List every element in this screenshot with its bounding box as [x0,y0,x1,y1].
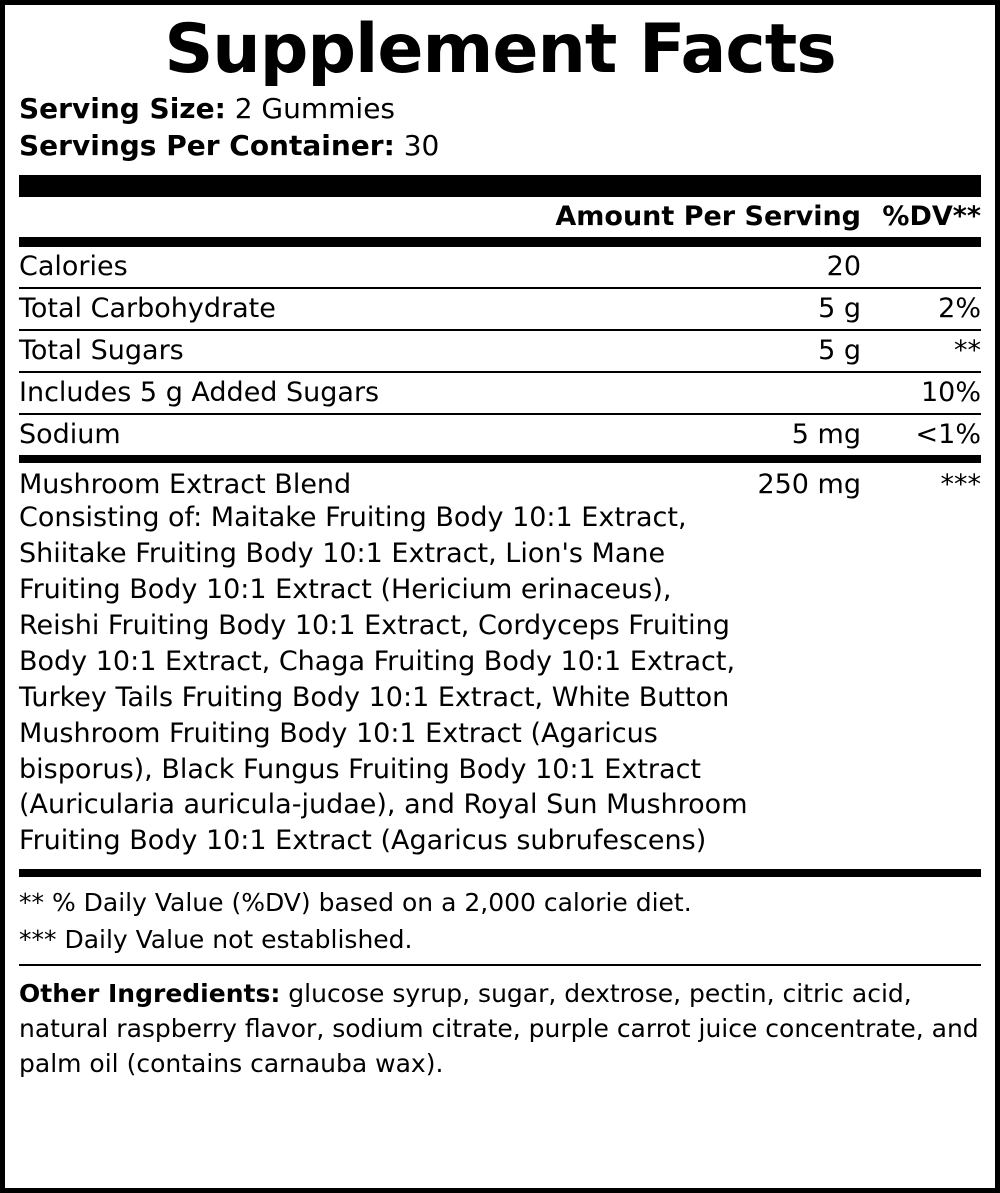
other-ingredients [19,966,981,1081]
column-header-amount: Amount Per Serving [19,197,861,238]
rule-below-header [19,239,981,247]
column-header-dv: %DV** [861,197,981,238]
thick-divider-top [19,175,981,197]
blend-name: Mushroom Extract Blend [19,469,352,501]
footnotes [19,877,981,964]
row-dv-total-carbohydrate: 2% [861,288,981,330]
row-name-sodium: Sodium [19,419,121,451]
row-name-added-sugars: Includes 5 g Added Sugars [19,372,725,414]
row-name-total-carbohydrate: Total Carbohydrate [19,288,725,330]
servings-per-container-value: 30 [403,129,440,163]
row-dv-added-sugars: 10% [861,372,981,414]
row-dv-sodium: <1% [915,419,981,451]
footnote-dv-not-established: *** Daily Value not established. [19,924,413,954]
table-row [19,414,981,455]
rule-above-blend [19,455,981,463]
nutrient-table [19,197,981,239]
row-amount-total-sugars: 5 g [725,330,861,372]
row-name-calories: Calories [19,247,725,288]
serving-size-value: 2 Gummies [234,91,396,125]
other-ingredients-label: Other Ingredients: [19,978,281,1008]
serving-size-line [19,90,981,128]
blend-amount: 250 mg [757,469,861,501]
row-amount-calories: 20 [725,247,861,288]
table-header-row [19,197,981,238]
page-title: Supplement Facts [164,10,836,89]
nutrient-rows [19,247,981,455]
footnote-dv: ** % Daily Value (%DV) based on a 2,000 calorie diet. [19,888,692,918]
table-row [19,330,981,372]
row-amount-total-carbohydrate: 5 g [725,288,861,330]
blend-dv: *** [940,469,981,501]
row-dv-calories [861,247,981,288]
row-amount-added-sugars [725,372,861,414]
row-dv-total-sugars: ** [861,330,981,372]
row-amount-sodium: 5 mg [791,419,861,451]
mushroom-blend-section [19,463,981,859]
serving-size-label: Serving Size: [19,91,226,125]
row-name-total-sugars: Total Sugars [19,330,725,372]
blend-description: Consisting of: Maitake Fruiting Body 10:1 Extract, Shiitake Fruiting Body 10:1 Extract, Lion's Mane Fruiting Body 10:1 Extract (Hericium erinaceus), Reishi Fruiting Body 10:1 Extract, Cordyceps Fruiting Body 10:1 Extract, Chaga Fruiting Body 10:1 Extract, Turkey Tails Fruiting Body 10:1 Extract, White Button Mushroom Fruiting Body 10:1 Extract (Agaricus bisporus), Black Fungus Fruiting Body 10:1 Extract (Auricularia auricula-judae), and Royal Sun Mushroom Fruiting Body 10:1 Extract (Agaricus subrufescens) [19,502,748,857]
table-row [19,372,981,414]
blend-header-row [19,469,981,500]
table-row [19,247,981,288]
table-row [19,288,981,330]
rule-above-footnotes [19,869,981,877]
servings-per-container-label: Servings Per Container: [19,129,395,163]
other-ingredients-value: glucose syrup, sugar, dextrose, pectin, citric acid, natural raspberry flavor, sodium citrate, purple carrot juice concentrate, and palm oil (contains carnauba wax). [19,978,979,1078]
servings-per-container-line [19,127,981,165]
